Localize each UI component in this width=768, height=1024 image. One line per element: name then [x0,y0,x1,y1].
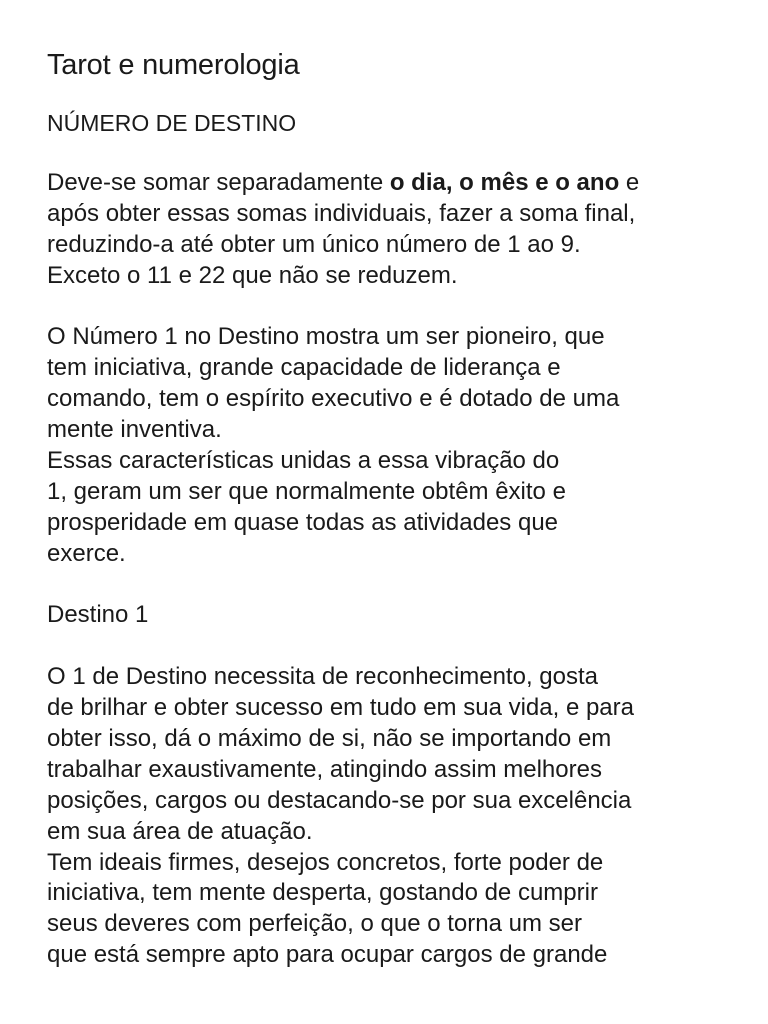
blank-line [47,570,639,601]
intro-bold-text: o dia, o mês e o ano [389,169,620,196]
body-line: O 1 de Destino necessita de reconhecimento, gosta [47,663,598,691]
body-line: prosperidade em quase todas as atividades que [47,508,559,536]
body-line: de brilhar e obter sucesso em tudo em sua vida, e para [47,694,634,722]
body-line: O Número 1 no Destino mostra um ser pioneiro, que [47,323,605,351]
body-line: Essas características unidas a essa vibração do [47,447,560,475]
intro-text-start: Deve-se somar separadamente [47,169,390,196]
body-line: 1, geram um ser que normalmente obtêm êxito e [47,477,566,505]
body-line: trabalhar exaustivamente, atingindo assim melhores [47,755,602,783]
body-line: em sua área de atuação. [47,817,313,845]
body-lines [47,199,639,971]
body-line: seus deveres com perfeição, o que o torna um ser [47,910,582,938]
body-line: mente inventiva. [47,416,222,444]
body-line: Tem ideais firmes, desejos concretos, forte poder de [47,848,604,876]
body-line: comando, tem o espírito executivo e é dotado de uma [47,385,620,413]
body-line: que está sempre apto para ocupar cargos de grande [47,941,608,969]
body-line: obter isso, dá o máximo de si, não se importando em [47,725,612,753]
body-line: após obter essas somas individuais, fazer a soma final, [47,199,636,227]
body-line: Exceto o 11 e 22 que não se reduzem. [47,261,458,289]
body-line: exerce. [47,539,126,567]
blank-line [47,292,639,323]
blank-line [47,631,639,662]
intro-line [47,168,639,199]
intro-text-end: e [619,169,640,196]
body-line: Destino 1 [47,601,149,629]
document-body [47,168,639,971]
body-line: posições, cargos ou destacando-se por sua excelência [47,786,632,814]
body-line: iniciativa, tem mente desperta, gostando de cumprir [47,879,598,907]
body-line: tem iniciativa, grande capacidade de liderança e [47,354,561,382]
section-heading: NÚMERO DE DESTINO [47,110,297,136]
page-title: Tarot e numerologia [47,49,300,81]
body-line: reduzindo-a até obter um único número de 1 ao 9. [47,230,581,258]
